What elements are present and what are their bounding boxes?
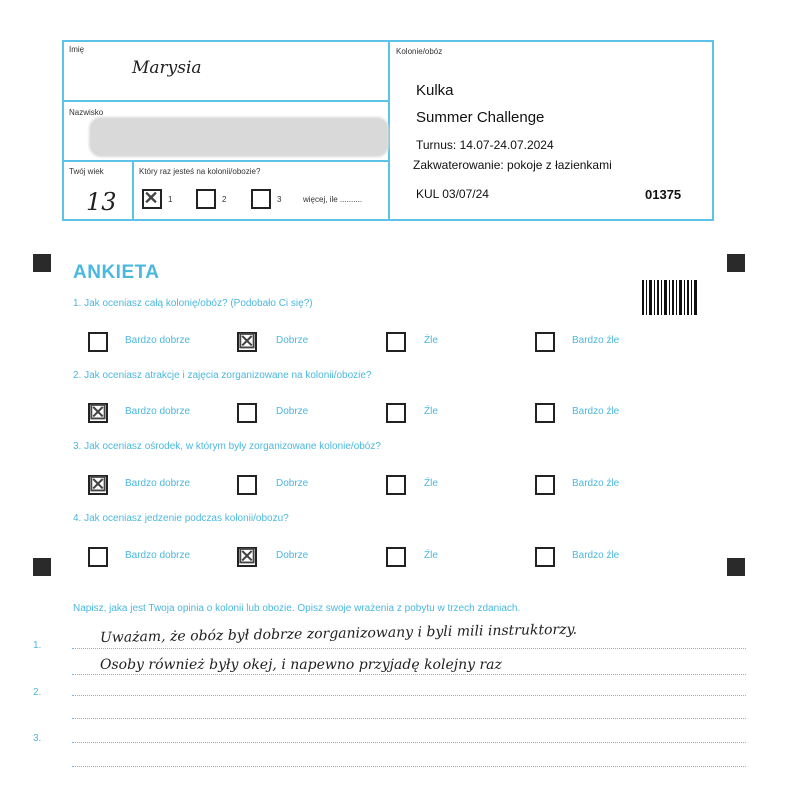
cross-mark-icon: ☒ bbox=[89, 402, 107, 424]
visit-option-2-checkbox[interactable] bbox=[196, 189, 216, 209]
survey-title: ANKIETA bbox=[73, 262, 160, 283]
barcode-icon bbox=[642, 280, 697, 315]
wiek-label: Twój wiek bbox=[69, 167, 104, 176]
answer-line bbox=[72, 742, 746, 743]
line-number-1: 1. bbox=[33, 640, 42, 651]
question-1: 1. Jak oceniasz całą kolonię/obóz? (Podobało Ci się?) bbox=[73, 298, 313, 309]
camp-program: Summer Challenge bbox=[416, 109, 545, 126]
visit-option-3-checkbox[interactable] bbox=[251, 189, 271, 209]
answer-option-label: Bardzo źle bbox=[572, 406, 620, 417]
opinion-prompt: Napisz, jaka jest Twoja opinia o kolonii lub obozie. Opisz swoje wrażenia z pobytu w trzech zdaniach. bbox=[73, 603, 521, 614]
answer-option-label: Dobrze bbox=[276, 478, 309, 489]
answer-checkbox[interactable] bbox=[535, 475, 555, 495]
imie-label: Imię bbox=[69, 45, 85, 54]
answer-line bbox=[72, 648, 746, 649]
answer-option-label: Bardzo dobrze bbox=[125, 550, 191, 561]
answer-option-label: Bardzo źle bbox=[572, 478, 620, 489]
answer-option-label: Źle bbox=[424, 550, 438, 561]
cross-mark-icon: ☒ bbox=[238, 331, 256, 353]
answer-checkbox[interactable] bbox=[237, 403, 257, 423]
answer-checkbox[interactable] bbox=[535, 332, 555, 352]
answer-checkbox[interactable] bbox=[535, 403, 555, 423]
ktory-raz-label: Który raz jesteś na kolonii/obozie? bbox=[139, 167, 261, 176]
answer-checkbox[interactable] bbox=[386, 403, 406, 423]
visit-option-3-label: 3 bbox=[277, 195, 282, 204]
header-rule bbox=[62, 160, 389, 162]
cross-mark-icon: ☒ bbox=[89, 474, 107, 496]
answer-checkbox[interactable] bbox=[237, 475, 257, 495]
answer-line bbox=[72, 695, 746, 696]
imie-value[interactable]: Marysia bbox=[132, 58, 202, 78]
answer-option-label: Bardzo dobrze bbox=[125, 335, 191, 346]
opinion-text-line-1[interactable]: Uważam, że obóz był dobrze zorganizowany i byli mili instruktorzy. bbox=[99, 621, 578, 646]
opinion-text-line-2[interactable]: Osoby również były okej, i napewno przyjadę kolejny raz bbox=[100, 657, 502, 673]
wiek-value[interactable]: 13 bbox=[86, 188, 117, 216]
answer-option-label: Dobrze bbox=[276, 335, 309, 346]
answer-line bbox=[72, 674, 746, 675]
visit-option-1-label: 1 bbox=[168, 195, 173, 204]
answer-checkbox[interactable] bbox=[386, 332, 406, 352]
question-3: 3. Jak oceniasz ośrodek, w którym były zorganizowane kolonie/obóz? bbox=[73, 441, 381, 452]
line-number-2: 2. bbox=[33, 687, 42, 698]
answer-checkbox[interactable] bbox=[386, 475, 406, 495]
answer-line bbox=[72, 766, 746, 767]
kolonie-label: Kolonie/obóz bbox=[396, 47, 443, 56]
answer-option-label: Bardzo dobrze bbox=[125, 406, 191, 417]
question-4: 4. Jak oceniasz jedzenie podczas kolonii/obozu? bbox=[73, 513, 289, 524]
camp-code: KUL 03/07/24 bbox=[416, 187, 489, 201]
answer-option-label: Bardzo dobrze bbox=[125, 478, 191, 489]
redacted-surname bbox=[89, 117, 389, 157]
cross-mark-icon: ✕ bbox=[143, 188, 159, 208]
nazwisko-label: Nazwisko bbox=[69, 108, 104, 117]
visit-option-2-label: 2 bbox=[222, 195, 227, 204]
header-rule bbox=[62, 100, 389, 102]
answer-option-label: Źle bbox=[424, 335, 438, 346]
answer-option-label: Dobrze bbox=[276, 406, 309, 417]
camp-name: Kulka bbox=[416, 82, 454, 99]
answer-option-label: Bardzo źle bbox=[572, 550, 620, 561]
answer-line bbox=[72, 718, 746, 719]
answer-option-label: Bardzo źle bbox=[572, 335, 620, 346]
line-number-3: 3. bbox=[33, 733, 42, 744]
registration-mark bbox=[33, 558, 51, 576]
answer-option-label: Źle bbox=[424, 406, 438, 417]
header-divider bbox=[132, 160, 134, 221]
wiecej-label: więcej, ile .......... bbox=[303, 195, 363, 204]
zakwaterowanie: Zakwaterowanie: pokoje z łazienkami bbox=[413, 158, 612, 172]
question-2: 2. Jak oceniasz atrakcje i zajęcia zorganizowane na kolonii/obozie? bbox=[73, 370, 372, 381]
answer-checkbox[interactable] bbox=[88, 547, 108, 567]
registration-mark bbox=[33, 254, 51, 272]
cross-mark-icon: ☒ bbox=[238, 546, 256, 568]
answer-option-label: Źle bbox=[424, 478, 438, 489]
form-number: 01375 bbox=[645, 187, 682, 202]
answer-option-label: Dobrze bbox=[276, 550, 309, 561]
registration-mark bbox=[727, 254, 745, 272]
answer-checkbox[interactable] bbox=[386, 547, 406, 567]
registration-mark bbox=[727, 558, 745, 576]
answer-checkbox[interactable] bbox=[88, 332, 108, 352]
turnus: Turnus: 14.07-24.07.2024 bbox=[416, 138, 554, 152]
answer-checkbox[interactable] bbox=[535, 547, 555, 567]
